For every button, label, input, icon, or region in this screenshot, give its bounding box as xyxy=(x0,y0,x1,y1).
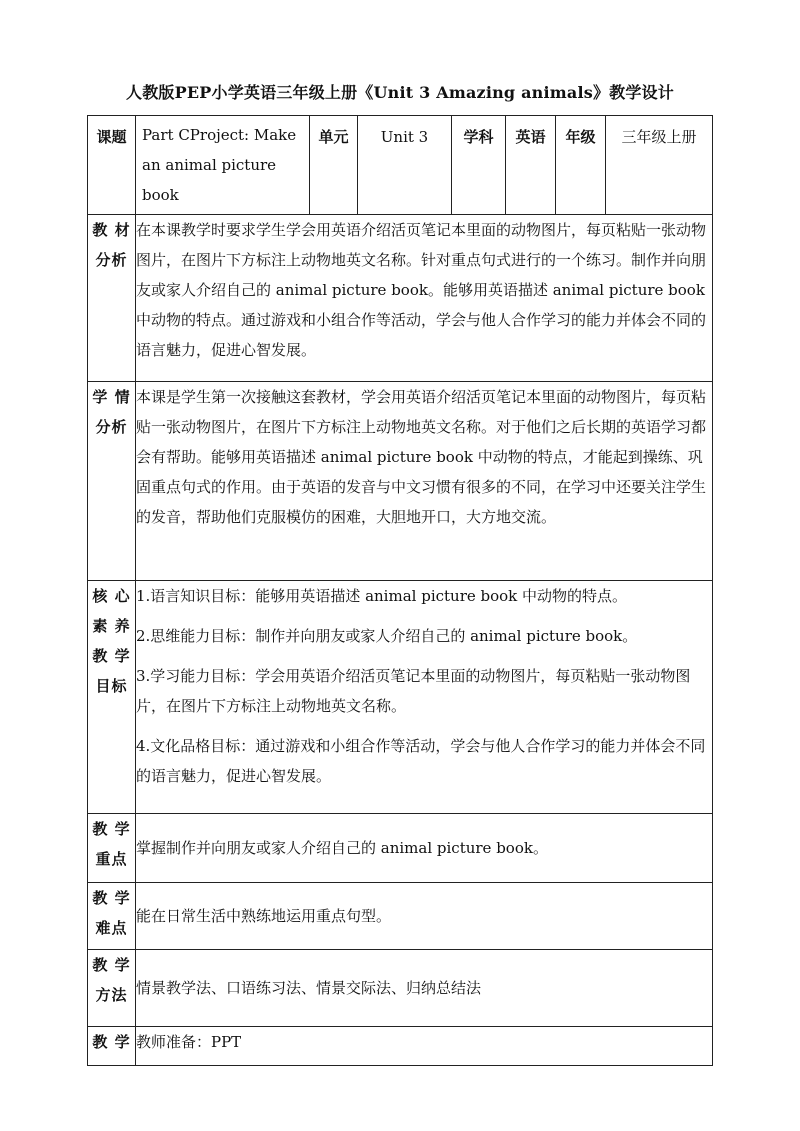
objective-item: 4.文化品格目标：通过游戏和小组合作等活动，学会与他人合作学习的能力并体会不同的语言魅力，促进心智发展。 xyxy=(136,737,706,785)
row-content: 教师准备：PPT xyxy=(136,1027,713,1066)
row-label: 学 情 分析 xyxy=(88,382,136,581)
lesson-label: 课题 xyxy=(88,116,136,215)
row-label: 教 材 分析 xyxy=(88,215,136,382)
row-label: 教 学 难点 xyxy=(88,883,136,950)
row-label: 教 学 重点 xyxy=(88,814,136,883)
methods-row xyxy=(88,950,713,1027)
row-content: 在本课教学时要求学生学会用英语介绍活页笔记本里面的动物图片，每页粘贴一张动物图片，在图片下方标注上动物地英文名称。针对重点句式进行的一个练习。制作并向朋友或家人介绍自己的 animal picture book。能够用英语描述 animal picture book 中动物的特点。通过游戏和小组合作等活动，学会与他人合作学习的能力并体会不同的语言魅力，促进心智发展。 xyxy=(136,215,713,382)
row-content: 掌握制作并向朋友或家人介绍自己的 animal picture book。 xyxy=(136,814,713,883)
document-title: 人教版PEP小学英语三年级上册《Unit 3 Amazing animals》教学设计 xyxy=(126,83,674,102)
textbook-analysis-row xyxy=(88,215,713,382)
core-objectives-row xyxy=(88,581,713,814)
key-points-row xyxy=(88,814,713,883)
objective-item: 1.语言知识目标：能够用英语描述 animal picture book 中动物的特点。 xyxy=(136,587,628,605)
grade-value: 三年级上册 xyxy=(606,116,713,215)
subject-label: 学科 xyxy=(452,116,506,215)
row-content: 本课是学生第一次接触这套教材，学会用英语介绍活页笔记本里面的动物图片，每页粘贴一张动物图片，在图片下方标注上动物地英文名称。对于他们之后长期的英语学习都会有帮助。能够用英语描述 animal picture book 中动物的特点，才能起到操练、巩固重点句式的作用。由于英语的发音与中文习惯有很多的不同，在学习中还要关注学生的发音，帮助他们克服模仿的困难，大胆地开口，大方地交流。 xyxy=(136,382,713,581)
unit-label: 单元 xyxy=(310,116,358,215)
header-row xyxy=(88,116,713,215)
subject-value: 英语 xyxy=(506,116,556,215)
preparation-row xyxy=(88,1027,713,1066)
grade-label: 年级 xyxy=(556,116,606,215)
row-content xyxy=(136,581,713,814)
student-analysis-row xyxy=(88,382,713,581)
objective-item: 3.学习能力目标：学会用英语介绍活页笔记本里面的动物图片，每页粘贴一张动物图片，在图片下方标注上动物地英文名称。 xyxy=(136,667,691,715)
lesson-value: Part CProject: Make an animal picture book xyxy=(136,116,310,215)
row-label: 教 学 xyxy=(88,1027,136,1066)
row-content: 情景教学法、口语练习法、情景交际法、归纳总结法 xyxy=(136,950,713,1027)
row-content: 能在日常生活中熟练地运用重点句型。 xyxy=(136,883,713,950)
row-label: 核 心 素 养 教 学 目标 xyxy=(88,581,136,814)
unit-value: Unit 3 xyxy=(358,116,452,215)
difficulties-row xyxy=(88,883,713,950)
objective-item: 2.思维能力目标：制作并向朋友或家人介绍自己的 animal picture book。 xyxy=(136,627,638,645)
row-label: 教 学 方法 xyxy=(88,950,136,1027)
lesson-plan-table xyxy=(87,115,713,1066)
